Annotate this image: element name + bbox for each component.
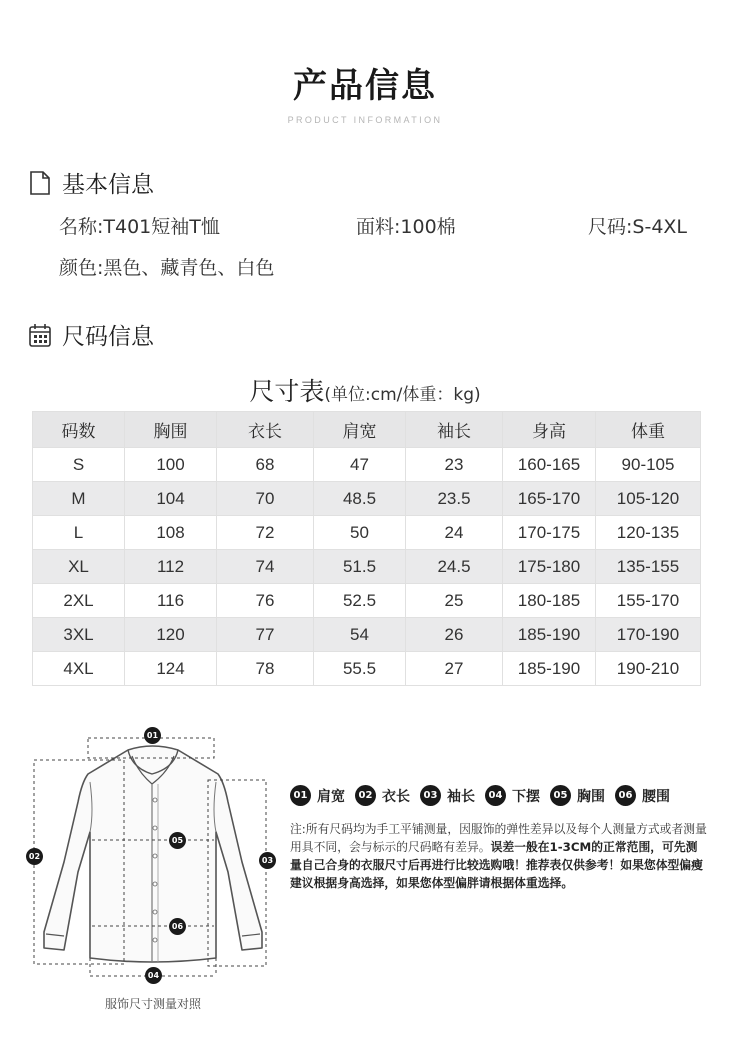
legend-label: 下摆 [512,788,540,805]
size-info-heading [28,318,154,351]
cell: XL [33,550,125,584]
cell: 185-190 [503,618,596,652]
legend-label: 胸围 [577,788,605,805]
cell: 54 [314,618,406,652]
cell: 77 [217,618,314,652]
legend-label: 袖长 [447,788,475,805]
page-subtitle: PRODUCT INFORMATION [287,115,443,125]
table-row [33,618,701,652]
cell: 124 [125,652,217,686]
header-length: 衣长 [217,412,314,448]
cell: 120 [125,618,217,652]
cell: 23 [406,448,503,482]
size-info-label: 尺码信息 [62,324,154,350]
table-row [33,516,701,550]
cell: 120-135 [596,516,701,550]
calendar-icon [28,322,52,348]
cell: 165-170 [503,482,596,516]
header-shoulder: 肩宽 [314,412,406,448]
cell: 3XL [33,618,125,652]
table-row [33,652,701,686]
measurement-note [290,820,708,892]
cell: 105-120 [596,482,701,516]
product-size-range: 尺码:S-4XL [588,216,688,238]
cell: 4XL [33,652,125,686]
marker-06: 06 [169,918,186,935]
cell: 170-175 [503,516,596,550]
cell: 24.5 [406,550,503,584]
marker-04: 04 [145,967,162,984]
cell: 108 [125,516,217,550]
cell: 24 [406,516,503,550]
cell: 70 [217,482,314,516]
cell: 74 [217,550,314,584]
cell: 51.5 [314,550,406,584]
cell: 135-155 [596,550,701,584]
cell: 76 [217,584,314,618]
legend-item [615,785,670,806]
table-row [33,448,701,482]
cell: 170-190 [596,618,701,652]
table-row [33,482,701,516]
legend-number: 03 [420,785,441,806]
cell: 160-165 [503,448,596,482]
product-colors: 颜色:黑色、藏青色、白色 [59,257,275,279]
legend-item [550,785,605,806]
cell: 48.5 [314,482,406,516]
legend-item [485,785,540,806]
page-title: 产品信息 [293,66,437,106]
header-weight: 体重 [596,412,701,448]
garment-diagram [28,722,290,987]
size-table [32,411,701,686]
cell: 50 [314,516,406,550]
legend-item [355,785,410,806]
cell: 68 [217,448,314,482]
marker-05: 05 [169,832,186,849]
product-fabric: 面料:100棉 [356,216,456,238]
marker-01: 01 [144,727,161,744]
cell: 100 [125,448,217,482]
marker-02: 02 [26,848,43,865]
legend-item [290,785,345,806]
size-table-header-row [33,412,701,448]
measurement-legend [290,785,670,806]
header-sleeve: 袖长 [406,412,503,448]
cell: 155-170 [596,584,701,618]
header-height: 身高 [503,412,596,448]
cell: 190-210 [596,652,701,686]
legend-number: 06 [615,785,636,806]
legend-number: 04 [485,785,506,806]
legend-number: 02 [355,785,376,806]
cell: 26 [406,618,503,652]
legend-label: 衣长 [382,788,410,805]
cell: 47 [314,448,406,482]
cell: 116 [125,584,217,618]
cell: 52.5 [314,584,406,618]
table-caption-title: 尺寸表 [249,377,325,406]
cell: 112 [125,550,217,584]
note-text: 注:所有尺码均为手工平铺测量，因服饰的弹性差异以及每个人测量方式或者测量用具不同，会与标示的尺码略有差异。 [290,822,707,854]
legend-number: 05 [550,785,571,806]
cell: M [33,482,125,516]
cell: 72 [217,516,314,550]
cell: 23.5 [406,482,503,516]
cell: L [33,516,125,550]
table-caption [0,372,730,408]
cell: 180-185 [503,584,596,618]
legend-label: 腰围 [642,788,670,805]
cell: 27 [406,652,503,686]
cell: 104 [125,482,217,516]
cell: 90-105 [596,448,701,482]
header-chest: 胸围 [125,412,217,448]
cell: 175-180 [503,550,596,584]
legend-item [420,785,475,806]
legend-number: 01 [290,785,311,806]
marker-03: 03 [259,852,276,869]
table-caption-unit: (单位:cm/体重：kg) [324,385,481,405]
cell: 2XL [33,584,125,618]
basic-info-label: 基本信息 [62,172,154,198]
document-icon [28,170,52,196]
cell: 25 [406,584,503,618]
legend-label: 肩宽 [317,788,345,805]
note-bold-text: 误差一般在1-3CM的正常范围，可先测量自己合身的衣服尺寸后再进行比较选购哦！推荐表仅供参考！如果您体型偏瘦建议根据身高选择，如果您体型偏胖请根据体重选择。 [290,840,703,890]
table-row [33,550,701,584]
shirt-illustration [28,722,290,987]
table-row [33,584,701,618]
diagram-caption: 服饰尺寸测量对照 [104,997,201,1011]
cell: 55.5 [314,652,406,686]
product-name: 名称:T401短袖T恤 [59,216,220,238]
cell: 185-190 [503,652,596,686]
cell: 78 [217,652,314,686]
cell: S [33,448,125,482]
header-size: 码数 [33,412,125,448]
basic-info-heading [28,166,154,199]
